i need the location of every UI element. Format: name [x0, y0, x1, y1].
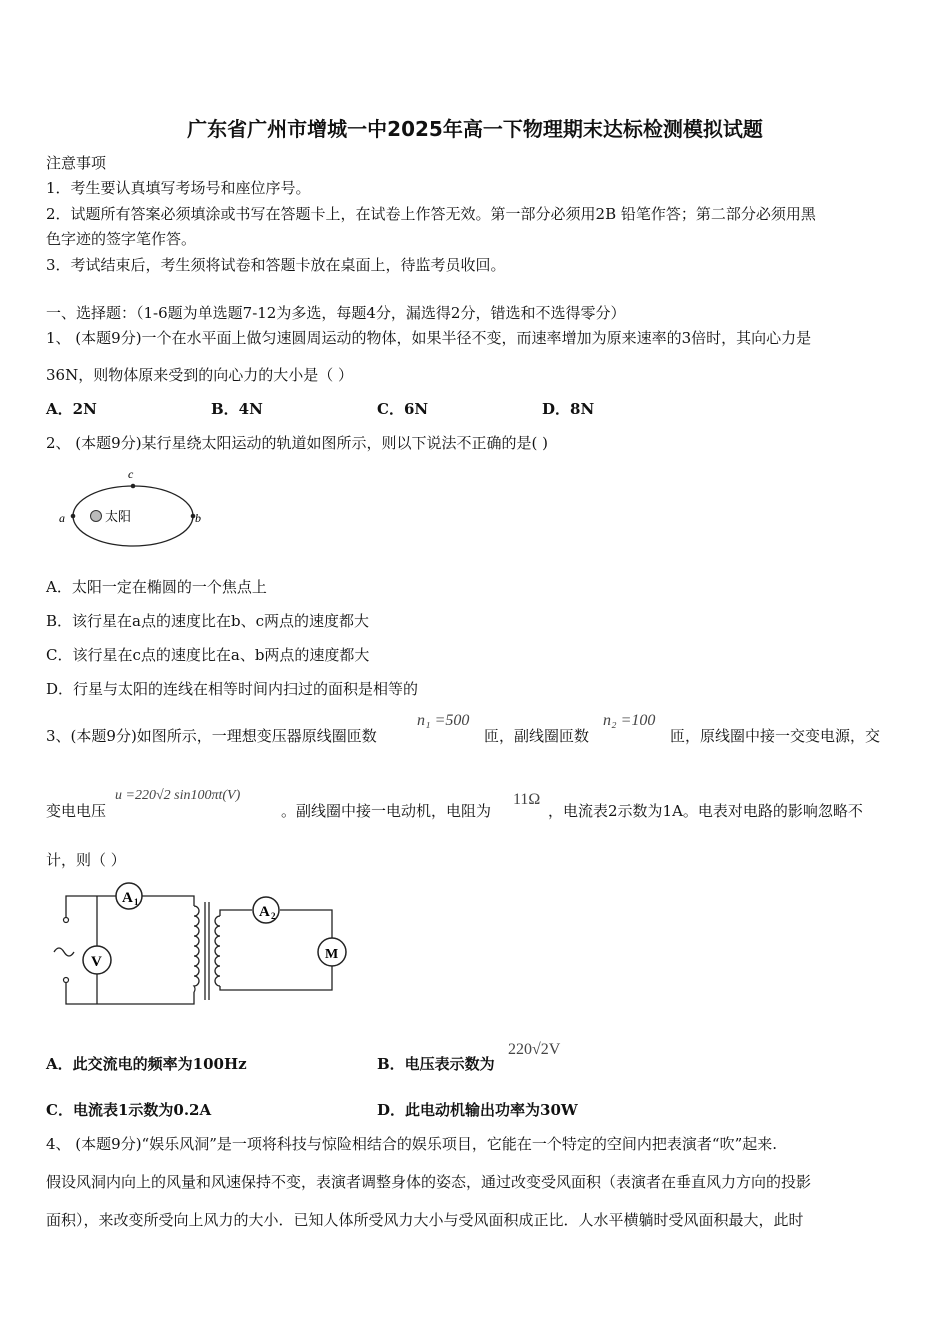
terminal-top — [64, 918, 69, 923]
q2-option-d: D．行星与太阳的连线在相等时间内扫过的面积是相等的 — [46, 680, 419, 698]
q1-option-a: A．2N — [46, 400, 97, 418]
q3-stem-part2: 匝，副线圈匝数 — [484, 727, 590, 745]
q3-option-b: B．电压表示数为 — [377, 1055, 495, 1073]
q4-stem: 4、 (本题9分)“娱乐风洞”是一项将科技与惊险相结合的娱乐项目，它能在一个特定的空间内把表演者“吹”起来. — [46, 1135, 778, 1153]
ammeter-1-label: A — [122, 890, 133, 906]
label-sun: 太阳 — [105, 510, 132, 525]
q2-option-c: C．该行星在c点的速度比在a、b两点的速度都大 — [46, 646, 370, 664]
ammeter-1-sub: 1 — [134, 897, 139, 907]
section-heading: 一、选择题：（1-6题为单选题7-12为多选，每题4分，漏选得2分，错选和不选得零分） — [46, 304, 626, 322]
q2-option-b: B．该行星在a点的速度比在b、c两点的速度都大 — [46, 612, 369, 630]
wire-top-right — [142, 896, 194, 906]
notice-item-2: 2．试题所有答案必须填涂或书写在答题卡上，在试卷上作答无效。第一部分必须用2B 铅笔作答；第二部分必须用黑 — [46, 205, 816, 223]
q3-option-c: C．电流表1示数为0.2A — [46, 1101, 212, 1119]
q2-stem: 2、 (本题9分)某行星绕太阳运动的轨道如图所示，则以下说法不正确的是( ) — [46, 434, 549, 452]
ammeter-2-sub: 2 — [271, 911, 276, 921]
q4-stem-cont-1: 假设风洞内向上的风量和风速保持不变，表演者调整身体的姿态，通过改变受风面积（表演者在垂直风力方向的投影 — [46, 1173, 812, 1191]
wire-sec-top-left — [220, 910, 252, 916]
notice-heading: 注意事项 — [46, 154, 107, 172]
q3-option-d: D．此电动机输出功率为30W — [377, 1101, 578, 1119]
q3-stem-part4: 变电电压 — [46, 802, 107, 820]
label-b: b — [195, 511, 201, 525]
q1-stem: 1、 (本题9分)一个在水平面上做匀速圆周运动的物体，如果半径不变，而速率增加为原来速率的3倍时，其向心力是 — [46, 329, 812, 347]
q3-stem-part5: 。副线圈中接一电动机，电阻为 — [281, 802, 492, 820]
point-c — [131, 484, 136, 489]
notice-item-3: 3．考试结束后，考生须将试卷和答题卡放在桌面上，待监考员收回。 — [46, 256, 506, 274]
q3-n1: n₁ =500 — [417, 712, 470, 729]
q1-option-b: B．4N — [211, 400, 263, 418]
point-a — [71, 514, 76, 519]
notice-item-2-cont: 色字迹的签字笔作答。 — [46, 230, 197, 248]
q1-option-d: D．8N — [542, 400, 595, 418]
q1-option-c: C．6N — [377, 400, 429, 418]
q3-stem-part3: 匝，原线圈中接一交变电源，交 — [670, 727, 881, 745]
wire-bottom — [66, 982, 194, 1004]
primary-coil — [194, 906, 199, 992]
ac-source-icon — [54, 948, 74, 956]
q3-voltage-expr: u =220√2 sin100πt(V) — [115, 788, 241, 803]
label-a: a — [59, 511, 65, 525]
q4-stem-cont-2: 面积），来改变所受向上风力的大小．已知人体所受风力大小与受风面积成正比．人水平横躺时受风面积最大，此时 — [46, 1211, 804, 1229]
q3-stem-part1: 3、(本题9分)如图所示，一理想变压器原线圈匝数 — [46, 727, 377, 745]
page-title: 广东省广州市增城一中2025年高一下物理期末达标检测模拟试题 — [187, 117, 763, 141]
wire-sec-bottom — [220, 966, 332, 990]
q3-stem-part6: ，电流表2示数为1A。电表对电路的影响忽略不 — [548, 802, 863, 820]
q3-option-b-value: 220√2V — [508, 1041, 561, 1058]
q2-option-a: A．太阳一定在椭圆的一个焦点上 — [46, 578, 267, 596]
wire-sec-top-right — [280, 910, 332, 938]
sun-icon — [91, 511, 102, 522]
motor-label: M — [325, 947, 339, 962]
secondary-coil — [215, 916, 220, 986]
voltmeter-label: V — [91, 954, 102, 970]
q3-option-a: A．此交流电的频率为100Hz — [46, 1055, 247, 1073]
q3-resistance: 11Ω — [513, 791, 541, 808]
notice-item-1: 1．考生要认真填写考场号和座位序号。 — [46, 179, 311, 197]
label-c: c — [128, 467, 134, 481]
q3-n2: n₂ =100 — [603, 712, 656, 729]
q1-stem-cont: 36N，则物体原来受到的向心力的大小是（ ） — [46, 366, 353, 384]
terminal-bottom — [64, 978, 69, 983]
q3-stem-part7: 计，则（ ） — [46, 851, 126, 869]
ammeter-2-label: A — [259, 904, 270, 920]
orbit-diagram — [55, 462, 215, 560]
wire-top-left — [66, 896, 116, 918]
transformer-circuit-diagram — [48, 878, 358, 1010]
